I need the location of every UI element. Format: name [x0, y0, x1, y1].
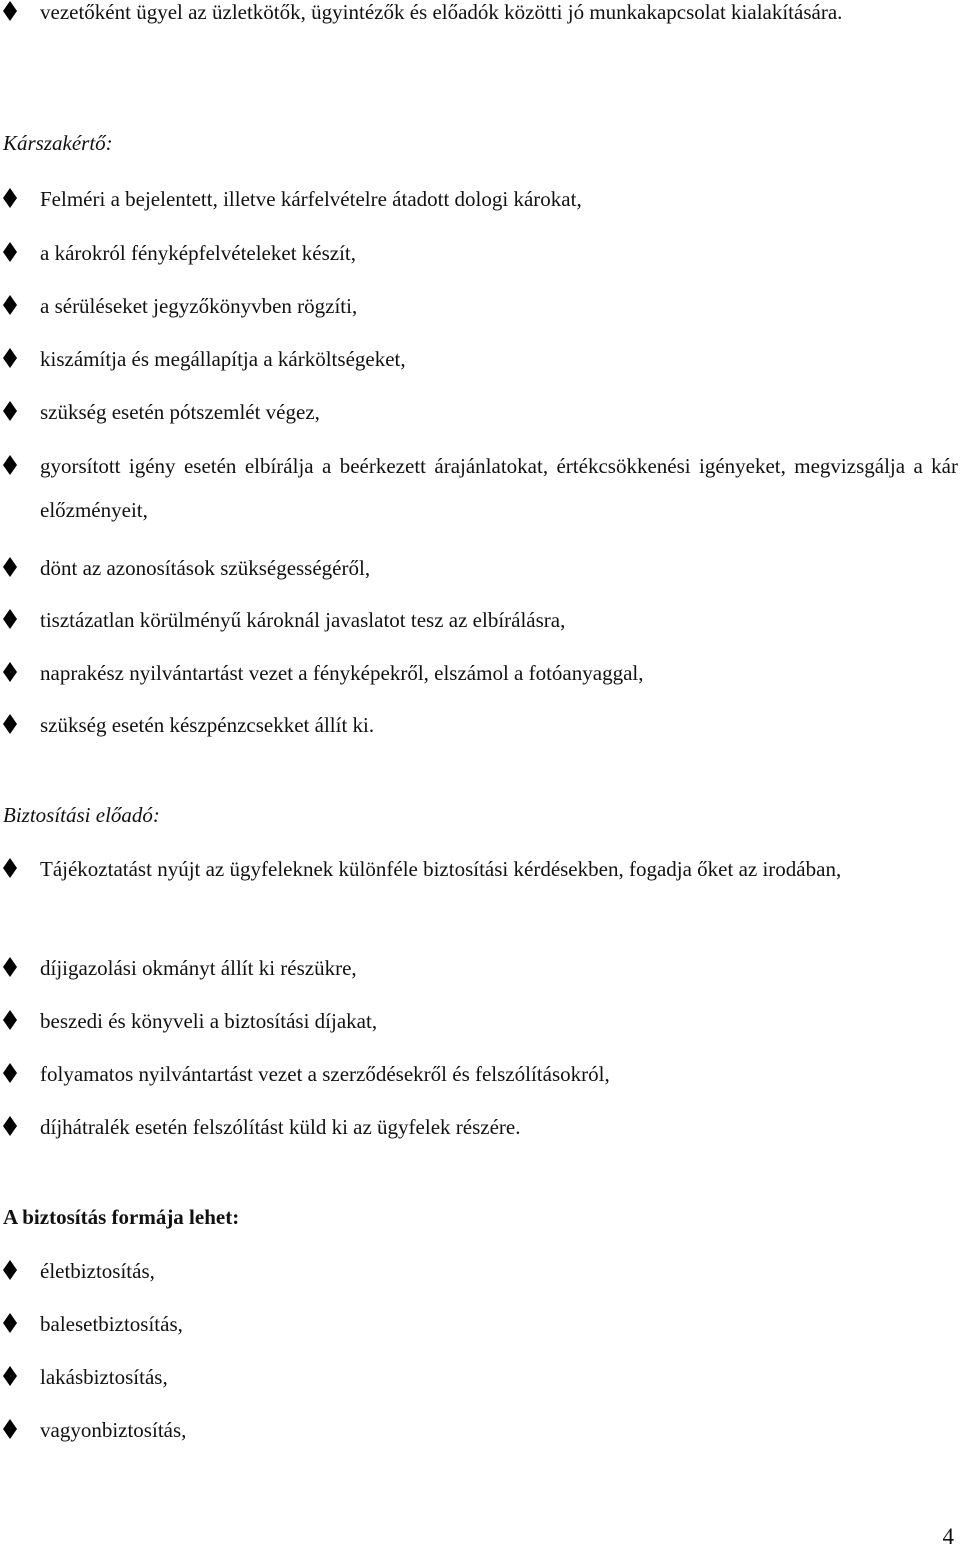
- list-item-text: a sérüléseket jegyzőkönyvben rögzíti,: [40, 294, 358, 318]
- list-item-text: vezetőként ügyel az üzletkötők, ügyintézők és előadók közötti jó munkakapcsolat kialakítására.: [40, 0, 843, 24]
- list-item: [0, 337, 958, 381]
- diamond-bullet-icon: [3, 390, 17, 434]
- section-heading-biztositasi-eloado: Biztosítási előadó:: [3, 803, 160, 827]
- list-item-text: vagyonbiztosítás,: [40, 1418, 187, 1442]
- diamond-bullet-icon: [3, 598, 17, 642]
- diamond-bullet-icon: [3, 444, 17, 488]
- diamond-bullet-icon: [3, 284, 17, 328]
- diamond-bullet-icon: [3, 1249, 17, 1293]
- list-item: [0, 651, 958, 695]
- list-item-text: balesetbiztosítás,: [40, 1312, 183, 1336]
- list-item: [0, 999, 958, 1043]
- list-item-text: beszedi és könyveli a biztosítási díjakat,: [40, 1009, 378, 1033]
- list-item: [0, 1052, 958, 1096]
- list-item-text: a károkról fényképfelvételeket készít,: [40, 241, 357, 265]
- diamond-bullet-icon: [3, 651, 17, 695]
- diamond-bullet-icon: [3, 1355, 17, 1399]
- diamond-bullet-icon: [3, 337, 17, 381]
- list-item-text: dönt az azonosítások szükségességéről,: [40, 556, 371, 580]
- diamond-bullet-icon: [3, 1105, 17, 1149]
- diamond-bullet-icon: [3, 999, 17, 1043]
- diamond-bullet-icon: [3, 231, 17, 275]
- list-item: [0, 284, 958, 328]
- section-heading-karszakerto: Kárszakértő:: [3, 131, 113, 155]
- list-item: [0, 231, 958, 275]
- list-item: [0, 847, 958, 891]
- list-item-text: naprakész nyilvántartást vezet a fényképekről, elszámol a fotóanyaggal,: [40, 661, 644, 685]
- list-item: [0, 390, 958, 434]
- list-item-text: kiszámítja és megállapítja a kárköltségeket,: [40, 347, 406, 371]
- diamond-bullet-icon: [3, 0, 17, 34]
- list-item-text: gyorsított igény esetén elbírálja a beérkezett árajánlatokat, értékcsökkenési igényeket, megvizsgálja a kár előzményeit,: [40, 454, 958, 522]
- diamond-bullet-icon: [3, 1052, 17, 1096]
- list-item-text: szükség esetén pótszemlét végez,: [40, 400, 320, 424]
- diamond-bullet-icon: [3, 703, 17, 747]
- list-item: [0, 1105, 958, 1149]
- list-item: [0, 1302, 958, 1346]
- section-heading-biztositas-formaja: A biztosítás formája lehet:: [3, 1205, 240, 1229]
- list-item: [0, 1249, 958, 1293]
- list-item: [0, 1355, 958, 1399]
- list-item-text: életbiztosítás,: [40, 1259, 155, 1283]
- list-item: [0, 444, 958, 532]
- list-item: [0, 598, 958, 642]
- list-item-text: díjhátralék esetén felszólítást küld ki az ügyfelek részére.: [40, 1115, 521, 1139]
- diamond-bullet-icon: [3, 1408, 17, 1452]
- list-item-text: Felméri a bejelentett, illetve kárfelvételre átadott dologi károkat,: [40, 187, 582, 211]
- list-item: [0, 546, 958, 590]
- diamond-bullet-icon: [3, 946, 17, 990]
- list-item-text: tisztázatlan körülményű károknál javaslatot tesz az elbírálásra,: [40, 608, 566, 632]
- diamond-bullet-icon: [3, 1302, 17, 1346]
- list-item: [0, 0, 958, 34]
- diamond-bullet-icon: [3, 177, 17, 221]
- list-item: [0, 703, 958, 747]
- page-number: 4: [942, 1524, 954, 1549]
- list-item: [0, 946, 958, 990]
- list-item-text: Tájékoztatást nyújt az ügyfeleknek különféle biztosítási kérdésekben, fogadja őket az irodában,: [40, 857, 842, 881]
- diamond-bullet-icon: [3, 847, 17, 891]
- list-item-text: folyamatos nyilvántartást vezet a szerződésekről és felszólításokról,: [40, 1062, 610, 1086]
- list-item: [0, 1408, 958, 1452]
- list-item: [0, 177, 958, 221]
- list-item-text: szükség esetén készpénzcsekket állít ki.: [40, 713, 375, 737]
- list-item-text: díjigazolási okmányt állít ki részükre,: [40, 956, 357, 980]
- diamond-bullet-icon: [3, 546, 17, 590]
- list-item-text: lakásbiztosítás,: [40, 1365, 168, 1389]
